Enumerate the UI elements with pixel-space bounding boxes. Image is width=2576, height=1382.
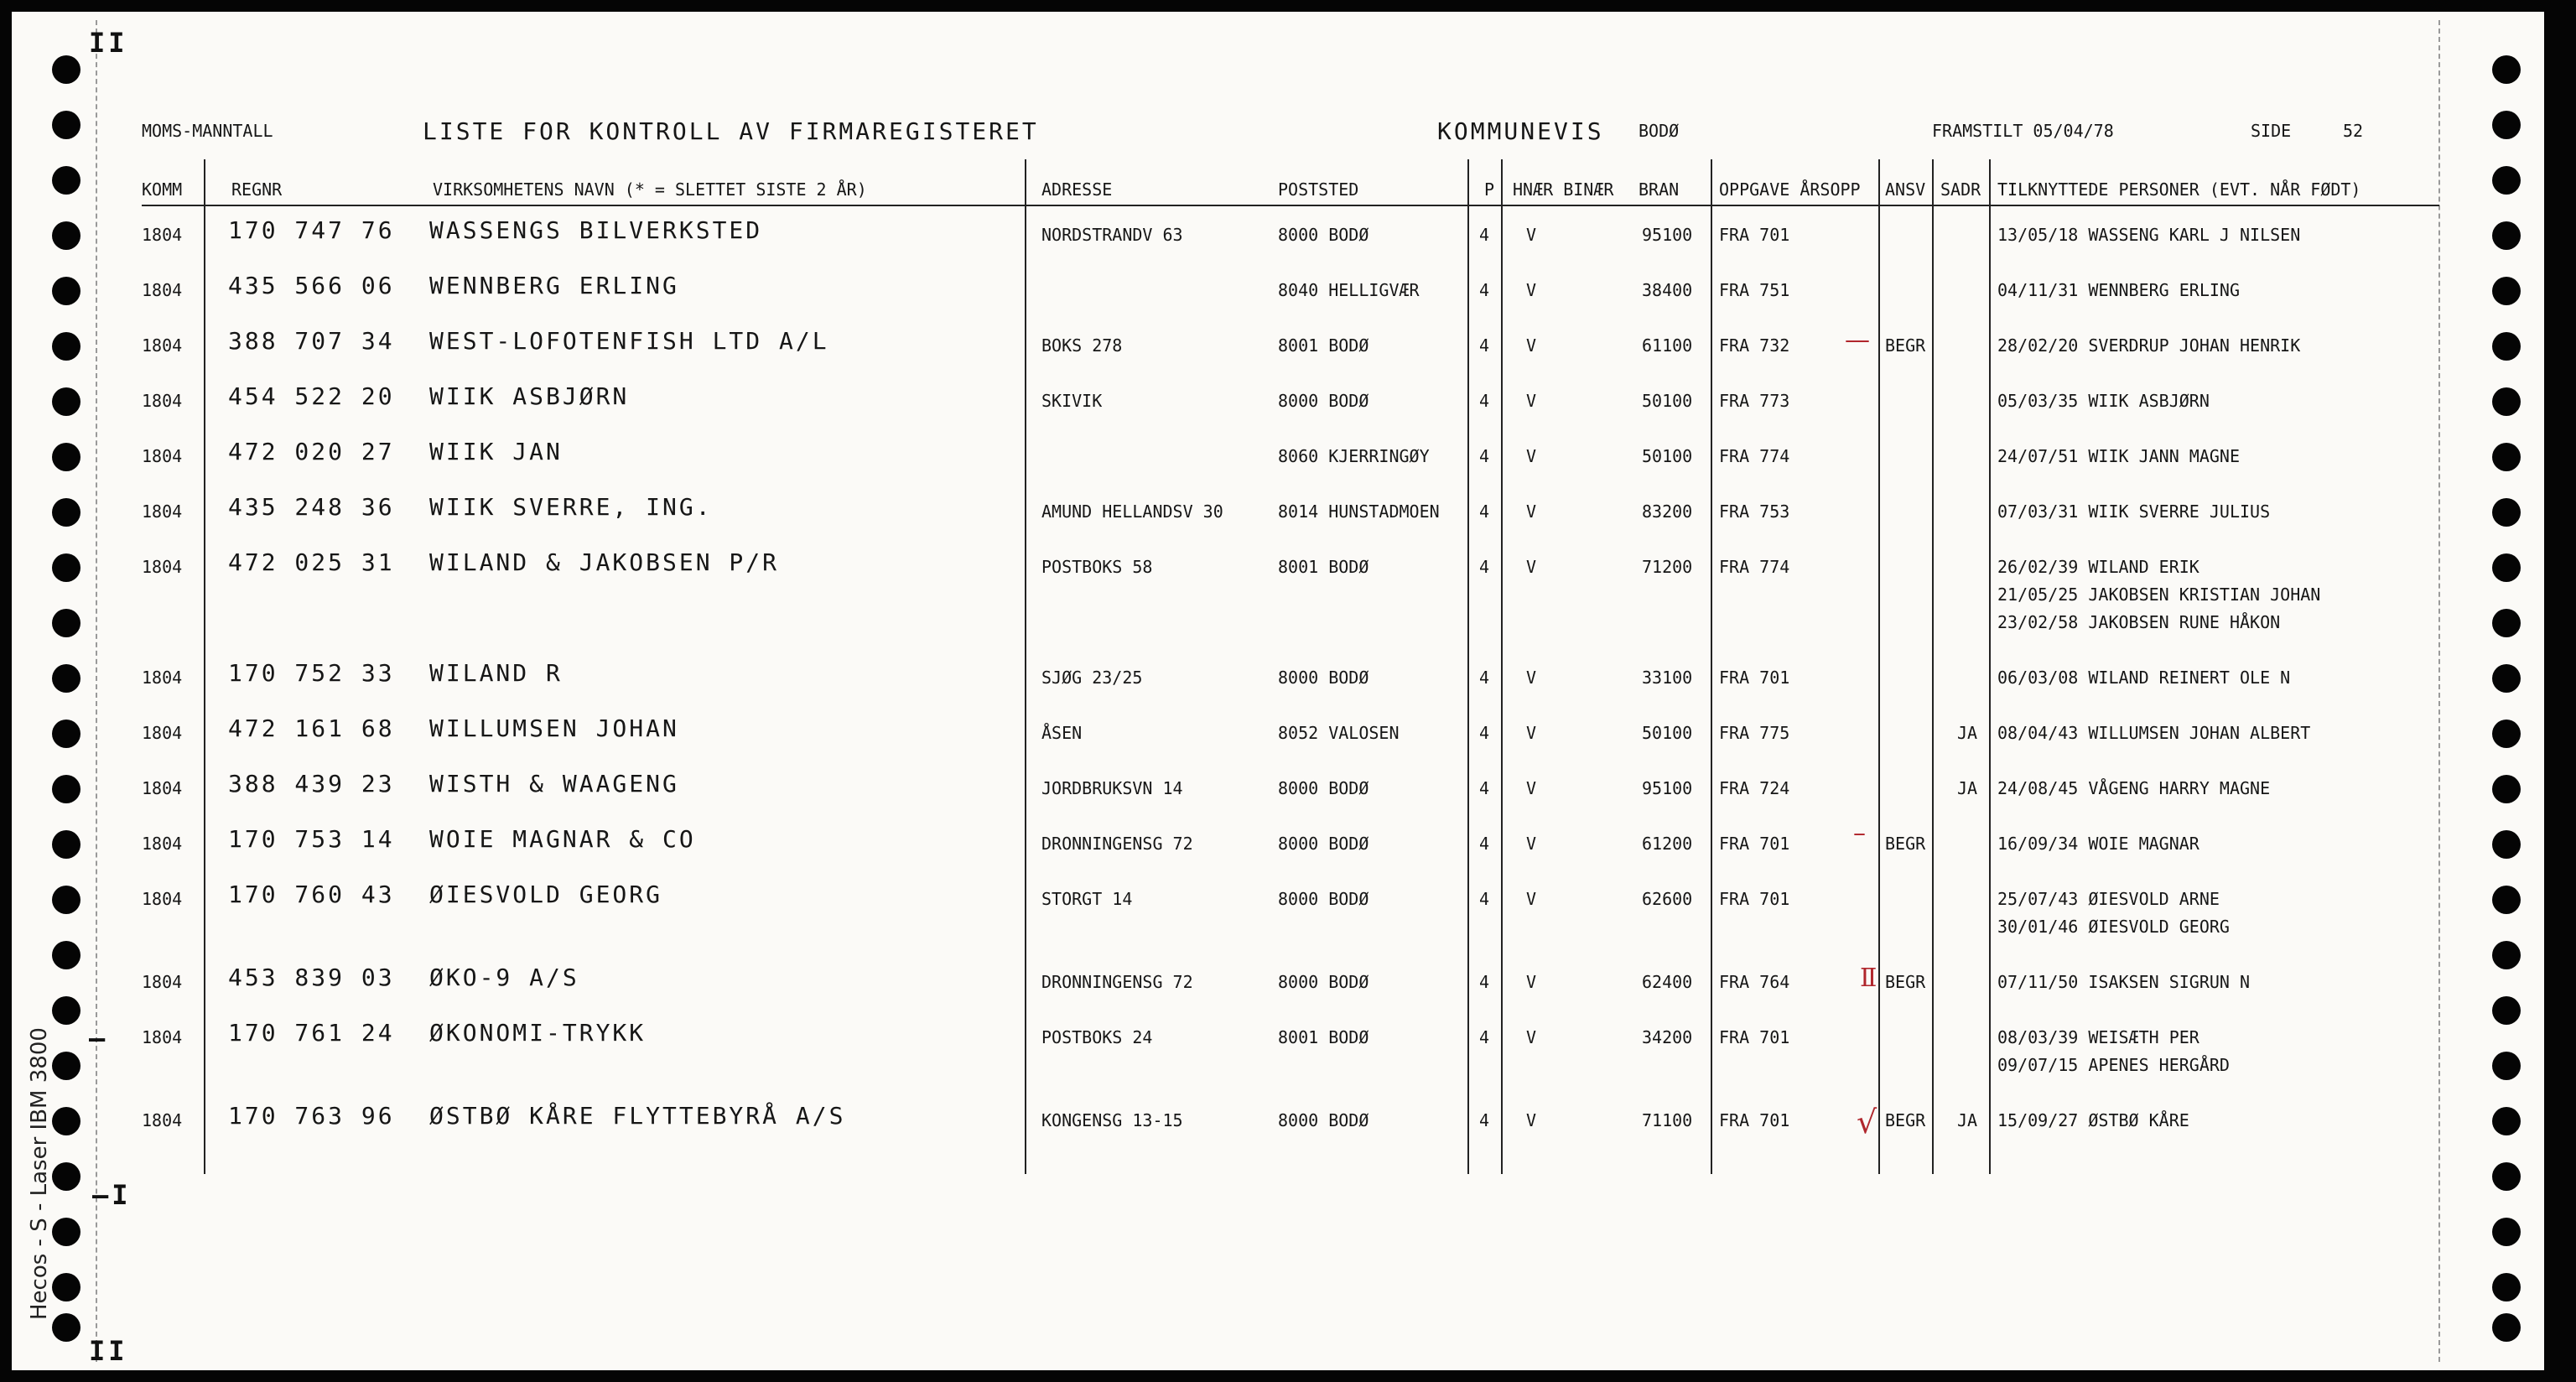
report-category: MOMS-MANNTALL: [142, 121, 273, 141]
mid-tick-mark: –I: [92, 1179, 132, 1211]
cell-bran: 34200: [1642, 1027, 1693, 1047]
cell-bran: 61100: [1642, 335, 1693, 356]
cell-person: 08/04/43 WILLUMSEN JOHAN ALBERT: [1997, 723, 2311, 743]
table-row: [12, 1019, 2527, 1079]
cell-adresse: STORGT 14: [1041, 889, 1133, 909]
cell-bran: 83200: [1642, 501, 1693, 522]
cell-person: 21/05/25 JAKOBSEN KRISTIAN JOHAN: [1997, 584, 2321, 605]
cell-p: 4: [1479, 723, 1490, 743]
cell-bran: 33100: [1642, 668, 1693, 688]
cell-navn: WIIK JAN: [429, 438, 563, 465]
table-row: [12, 659, 2527, 720]
tractor-hole: [52, 941, 80, 969]
cell-navn: ØKO-9 A/S: [429, 964, 579, 991]
table-row: [12, 770, 2527, 830]
cell-p: 4: [1479, 1110, 1490, 1130]
cell-bran: 71100: [1642, 1110, 1693, 1130]
cell-p: 4: [1479, 1027, 1490, 1047]
cell-person: 07/03/31 WIIK SVERRE JULIUS: [1997, 501, 2271, 522]
cell-oppgave: FRA 764: [1719, 972, 1790, 992]
cell-oppgave: FRA 774: [1719, 557, 1790, 577]
cell-poststed: 8000 BODØ: [1278, 972, 1369, 992]
cell-hnaer: V: [1526, 1110, 1537, 1130]
cell-ansv: BEGR: [1885, 1110, 1926, 1130]
top-tick-mark: II: [89, 27, 128, 59]
cell-hnaer: V: [1526, 446, 1537, 466]
cell-oppgave: FRA 775: [1719, 723, 1790, 743]
tractor-hole: [52, 1218, 80, 1246]
col-header-personer: TILKNYTTEDE PERSONER (EVT. NÅR FØDT): [1997, 179, 2361, 200]
cell-komm: 1804: [142, 723, 183, 743]
cell-regnr: 454 522 20: [228, 382, 395, 410]
cell-regnr: 388 707 34: [228, 327, 395, 355]
tractor-hole: [2492, 1313, 2521, 1342]
cell-person: 24/08/45 VÅGENG HARRY MAGNE: [1997, 778, 2271, 798]
cell-person: 13/05/18 WASSENG KARL J NILSEN: [1997, 225, 2301, 245]
cell-komm: 1804: [142, 501, 183, 522]
cell-navn: WILLUMSEN JOHAN: [429, 714, 679, 742]
cell-p: 4: [1479, 889, 1490, 909]
cell-person: 25/07/43 ØIESVOLD ARNE: [1997, 889, 2220, 909]
cell-navn: WISTH & WAAGENG: [429, 770, 679, 798]
cell-adresse: KONGENSG 13-15: [1041, 1110, 1183, 1130]
table-row: [12, 216, 2527, 277]
cell-person: 06/03/08 WILAND REINERT OLE N: [1997, 668, 2291, 688]
cell-navn: WIIK ASBJØRN: [429, 382, 630, 410]
col-header-adresse: ADRESSE: [1041, 179, 1113, 200]
cell-bran: 95100: [1642, 225, 1693, 245]
cell-adresse: NORDSTRANDV 63: [1041, 225, 1183, 245]
table-row: [12, 548, 2527, 632]
cell-regnr: 388 439 23: [228, 770, 395, 798]
cell-regnr: 472 161 68: [228, 714, 395, 742]
col-header-navn: VIRKSOMHETENS NAVN (* = SLETTET SISTE 2 ÅR): [433, 179, 867, 200]
cell-p: 4: [1479, 391, 1490, 411]
cell-navn: WOIE MAGNAR & CO: [429, 825, 696, 853]
cell-bran: 62400: [1642, 972, 1693, 992]
cell-poststed: 8000 BODØ: [1278, 668, 1369, 688]
cell-bran: 50100: [1642, 446, 1693, 466]
cell-komm: 1804: [142, 889, 183, 909]
cell-komm: 1804: [142, 778, 183, 798]
cell-person: 09/07/15 APENES HERGÅRD: [1997, 1055, 2230, 1075]
cell-regnr: 435 566 06: [228, 272, 395, 299]
cell-ansv: BEGR: [1885, 335, 1926, 356]
tractor-hole: [2492, 1162, 2521, 1191]
cell-person: 15/09/27 ØSTBØ KÅRE: [1997, 1110, 2189, 1130]
tractor-hole: [2492, 609, 2521, 637]
cell-bran: 62600: [1642, 889, 1693, 909]
cell-poststed: 8001 BODØ: [1278, 335, 1369, 356]
cell-adresse: SJØG 23/25: [1041, 668, 1143, 688]
cell-navn: WEST-LOFOTENFISH LTD A/L: [429, 327, 829, 355]
cell-regnr: 170 761 24: [228, 1019, 395, 1047]
cell-poststed: 8000 BODØ: [1278, 1110, 1369, 1130]
tractor-hole: [2492, 55, 2521, 84]
cell-p: 4: [1479, 778, 1490, 798]
cell-person: 07/11/50 ISAKSEN SIGRUN N: [1997, 972, 2251, 992]
side-number: 52: [2343, 121, 2364, 141]
table-row: [12, 881, 2527, 941]
cell-poststed: 8060 KJERRINGØY: [1278, 446, 1430, 466]
col-header-bran: BRAN: [1639, 179, 1680, 200]
tractor-hole: [52, 111, 80, 139]
cell-p: 4: [1479, 834, 1490, 854]
cell-hnaer: V: [1526, 834, 1537, 854]
cell-sadr: JA: [1957, 778, 1978, 798]
cell-komm: 1804: [142, 557, 183, 577]
cell-regnr: 170 760 43: [228, 881, 395, 908]
cell-regnr: 472 020 27: [228, 438, 395, 465]
cell-regnr: 472 025 31: [228, 548, 395, 576]
cell-person: 30/01/46 ØIESVOLD GEORG: [1997, 917, 2230, 937]
cell-p: 4: [1479, 335, 1490, 356]
cell-regnr: 170 747 76: [228, 216, 395, 244]
cell-poststed: 8001 BODØ: [1278, 557, 1369, 577]
cell-hnaer: V: [1526, 557, 1537, 577]
cell-bran: 38400: [1642, 280, 1693, 300]
cell-poststed: 8000 BODØ: [1278, 889, 1369, 909]
cell-regnr: 170 752 33: [228, 659, 395, 687]
cell-bran: 95100: [1642, 778, 1693, 798]
cell-hnaer: V: [1526, 889, 1537, 909]
table-row: [12, 818, 2527, 886]
cell-oppgave: FRA 751: [1719, 280, 1790, 300]
cell-poststed: 8040 HELLIGVÆR: [1278, 280, 1420, 300]
col-header-hnaer-binaer: HNÆR BINÆR: [1513, 179, 1614, 200]
table-row: [12, 438, 2527, 498]
cell-sadr: JA: [1957, 723, 1978, 743]
cell-person: 23/02/58 JAKOBSEN RUNE HÅKON: [1997, 612, 2281, 632]
tractor-hole: [2492, 941, 2521, 969]
cell-oppgave: FRA 701: [1719, 225, 1790, 245]
cell-komm: 1804: [142, 225, 183, 245]
col-header-poststed: POSTSTED: [1278, 179, 1359, 200]
cell-komm: 1804: [142, 446, 183, 466]
side-label: SIDE: [2251, 121, 2292, 141]
cell-p: 4: [1479, 446, 1490, 466]
cell-hnaer: V: [1526, 335, 1537, 356]
cell-oppgave: FRA 701: [1719, 889, 1790, 909]
cell-oppgave: FRA 774: [1719, 446, 1790, 466]
cell-komm: 1804: [142, 972, 183, 992]
cell-person: 24/07/51 WIIK JANN MAGNE: [1997, 446, 2240, 466]
cell-navn: ØSTBØ KÅRE FLYTTEBYRÅ A/S: [429, 1102, 846, 1130]
red-check-mark: Ⅱ: [1860, 964, 1877, 993]
cell-hnaer: V: [1526, 501, 1537, 522]
cell-person: 04/11/31 WENNBERG ERLING: [1997, 280, 2240, 300]
cell-adresse: DRONNINGENSG 72: [1041, 834, 1193, 854]
cell-hnaer: V: [1526, 280, 1537, 300]
cell-oppgave: FRA 753: [1719, 501, 1790, 522]
cell-oppgave: FRA 701: [1719, 834, 1790, 854]
cell-person: 08/03/39 WEISÆTH PER: [1997, 1027, 2199, 1047]
cell-adresse: POSTBOKS 58: [1041, 557, 1153, 577]
cell-navn: WILAND R: [429, 659, 563, 687]
cell-navn: WILAND & JAKOBSEN P/R: [429, 548, 780, 576]
cell-adresse: DRONNINGENSG 72: [1041, 972, 1193, 992]
tractor-hole: [2492, 1218, 2521, 1246]
cell-oppgave: FRA 773: [1719, 391, 1790, 411]
table-row: [12, 382, 2527, 443]
cell-oppgave: FRA 701: [1719, 1027, 1790, 1047]
cell-adresse: JORDBRUKSVN 14: [1041, 778, 1183, 798]
col-header-regnr: REGNR: [231, 179, 283, 200]
cell-poststed: 8000 BODØ: [1278, 778, 1369, 798]
cell-poststed: 8000 BODØ: [1278, 834, 1369, 854]
cell-regnr: 435 248 36: [228, 493, 395, 521]
cell-navn: WIIK SVERRE, ING.: [429, 493, 713, 521]
red-check-mark: √: [1857, 1104, 1877, 1140]
cell-bran: 50100: [1642, 723, 1693, 743]
header-rule: [142, 205, 2439, 206]
cell-komm: 1804: [142, 1027, 183, 1047]
cell-sadr: JA: [1957, 1110, 1978, 1130]
cell-navn: ØIESVOLD GEORG: [429, 881, 663, 908]
paper-brand-text: Hecos - S - Laser IBM 3800: [27, 1027, 52, 1320]
cell-hnaer: V: [1526, 225, 1537, 245]
cell-regnr: 453 839 03: [228, 964, 395, 991]
cell-p: 4: [1479, 668, 1490, 688]
col-header-oppgave: OPPGAVE ÅRSOPP: [1719, 179, 1861, 200]
cell-oppgave: FRA 724: [1719, 778, 1790, 798]
cell-adresse: ÅSEN: [1041, 723, 1083, 743]
cell-person: 16/09/34 WOIE MAGNAR: [1997, 834, 2199, 854]
tractor-hole: [2492, 1273, 2521, 1301]
red-check-mark: —: [1845, 325, 1870, 355]
tractor-hole: [52, 609, 80, 637]
tractor-hole: [2492, 166, 2521, 195]
cell-ansv: BEGR: [1885, 972, 1926, 992]
cell-poststed: 8000 BODØ: [1278, 225, 1369, 245]
cell-poststed: 8001 BODØ: [1278, 1027, 1369, 1047]
kommune-name: BODØ: [1639, 121, 1680, 141]
table-row: [12, 964, 2527, 1024]
cell-adresse: AMUND HELLANDSV 30: [1041, 501, 1223, 522]
cell-hnaer: V: [1526, 972, 1537, 992]
framstilt-date: FRAMSTILT 05/04/78: [1932, 121, 2114, 141]
cell-bran: 71200: [1642, 557, 1693, 577]
cell-navn: WASSENGS BILVERKSTED: [429, 216, 763, 244]
cell-komm: 1804: [142, 391, 183, 411]
cell-komm: 1804: [142, 280, 183, 300]
col-header-p: P: [1484, 179, 1495, 200]
table-row: [12, 325, 2527, 387]
cell-hnaer: V: [1526, 723, 1537, 743]
cell-adresse: SKIVIK: [1041, 391, 1103, 411]
cell-oppgave: FRA 701: [1719, 668, 1790, 688]
cell-komm: 1804: [142, 668, 183, 688]
cell-poststed: 8000 BODØ: [1278, 391, 1369, 411]
cell-poststed: 8052 VALOSEN: [1278, 723, 1400, 743]
printout-page: [12, 12, 2544, 1370]
bottom-tick-mark: II: [89, 1335, 128, 1367]
kommunevis-label: KOMMUNEVIS: [1437, 117, 1604, 145]
col-header-ansv: ANSV: [1885, 179, 1926, 200]
cell-person: 28/02/20 SVERDRUP JOHAN HENRIK: [1997, 335, 2301, 356]
red-check-mark: –: [1853, 818, 1866, 848]
cell-p: 4: [1479, 972, 1490, 992]
cell-hnaer: V: [1526, 778, 1537, 798]
cell-hnaer: V: [1526, 668, 1537, 688]
tractor-hole: [52, 1273, 80, 1301]
tractor-hole: [52, 1313, 80, 1342]
cell-regnr: 170 753 14: [228, 825, 395, 853]
cell-p: 4: [1479, 280, 1490, 300]
col-header-komm: KOMM: [142, 179, 183, 200]
table-row: [12, 493, 2527, 553]
col-header-sadr: SADR: [1940, 179, 1981, 200]
margin-dash: —: [89, 1022, 109, 1054]
cell-adresse: BOKS 278: [1041, 335, 1123, 356]
tractor-hole: [52, 55, 80, 84]
cell-p: 4: [1479, 225, 1490, 245]
report-title: LISTE FOR KONTROLL AV FIRMAREGISTERET: [423, 117, 1039, 145]
table-row: [12, 1102, 2527, 1162]
table-row: [12, 714, 2527, 775]
cell-hnaer: V: [1526, 1027, 1537, 1047]
tractor-hole: [52, 1162, 80, 1191]
cell-person: 26/02/39 WILAND ERIK: [1997, 557, 2199, 577]
table-row: [12, 272, 2527, 332]
cell-adresse: POSTBOKS 24: [1041, 1027, 1153, 1047]
cell-hnaer: V: [1526, 391, 1537, 411]
cell-komm: 1804: [142, 1110, 183, 1130]
cell-regnr: 170 763 96: [228, 1102, 395, 1130]
cell-komm: 1804: [142, 834, 183, 854]
cell-poststed: 8014 HUNSTADMOEN: [1278, 501, 1440, 522]
tractor-hole: [2492, 111, 2521, 139]
cell-navn: ØKONOMI-TRYKK: [429, 1019, 647, 1047]
cell-bran: 61200: [1642, 834, 1693, 854]
cell-p: 4: [1479, 501, 1490, 522]
cell-navn: WENNBERG ERLING: [429, 272, 679, 299]
cell-person: 05/03/35 WIIK ASBJØRN: [1997, 391, 2210, 411]
cell-komm: 1804: [142, 335, 183, 356]
tractor-hole: [52, 166, 80, 195]
cell-ansv: BEGR: [1885, 834, 1926, 854]
cell-oppgave: FRA 732: [1719, 335, 1790, 356]
cell-p: 4: [1479, 557, 1490, 577]
cell-oppgave: FRA 701: [1719, 1110, 1790, 1130]
cell-bran: 50100: [1642, 391, 1693, 411]
